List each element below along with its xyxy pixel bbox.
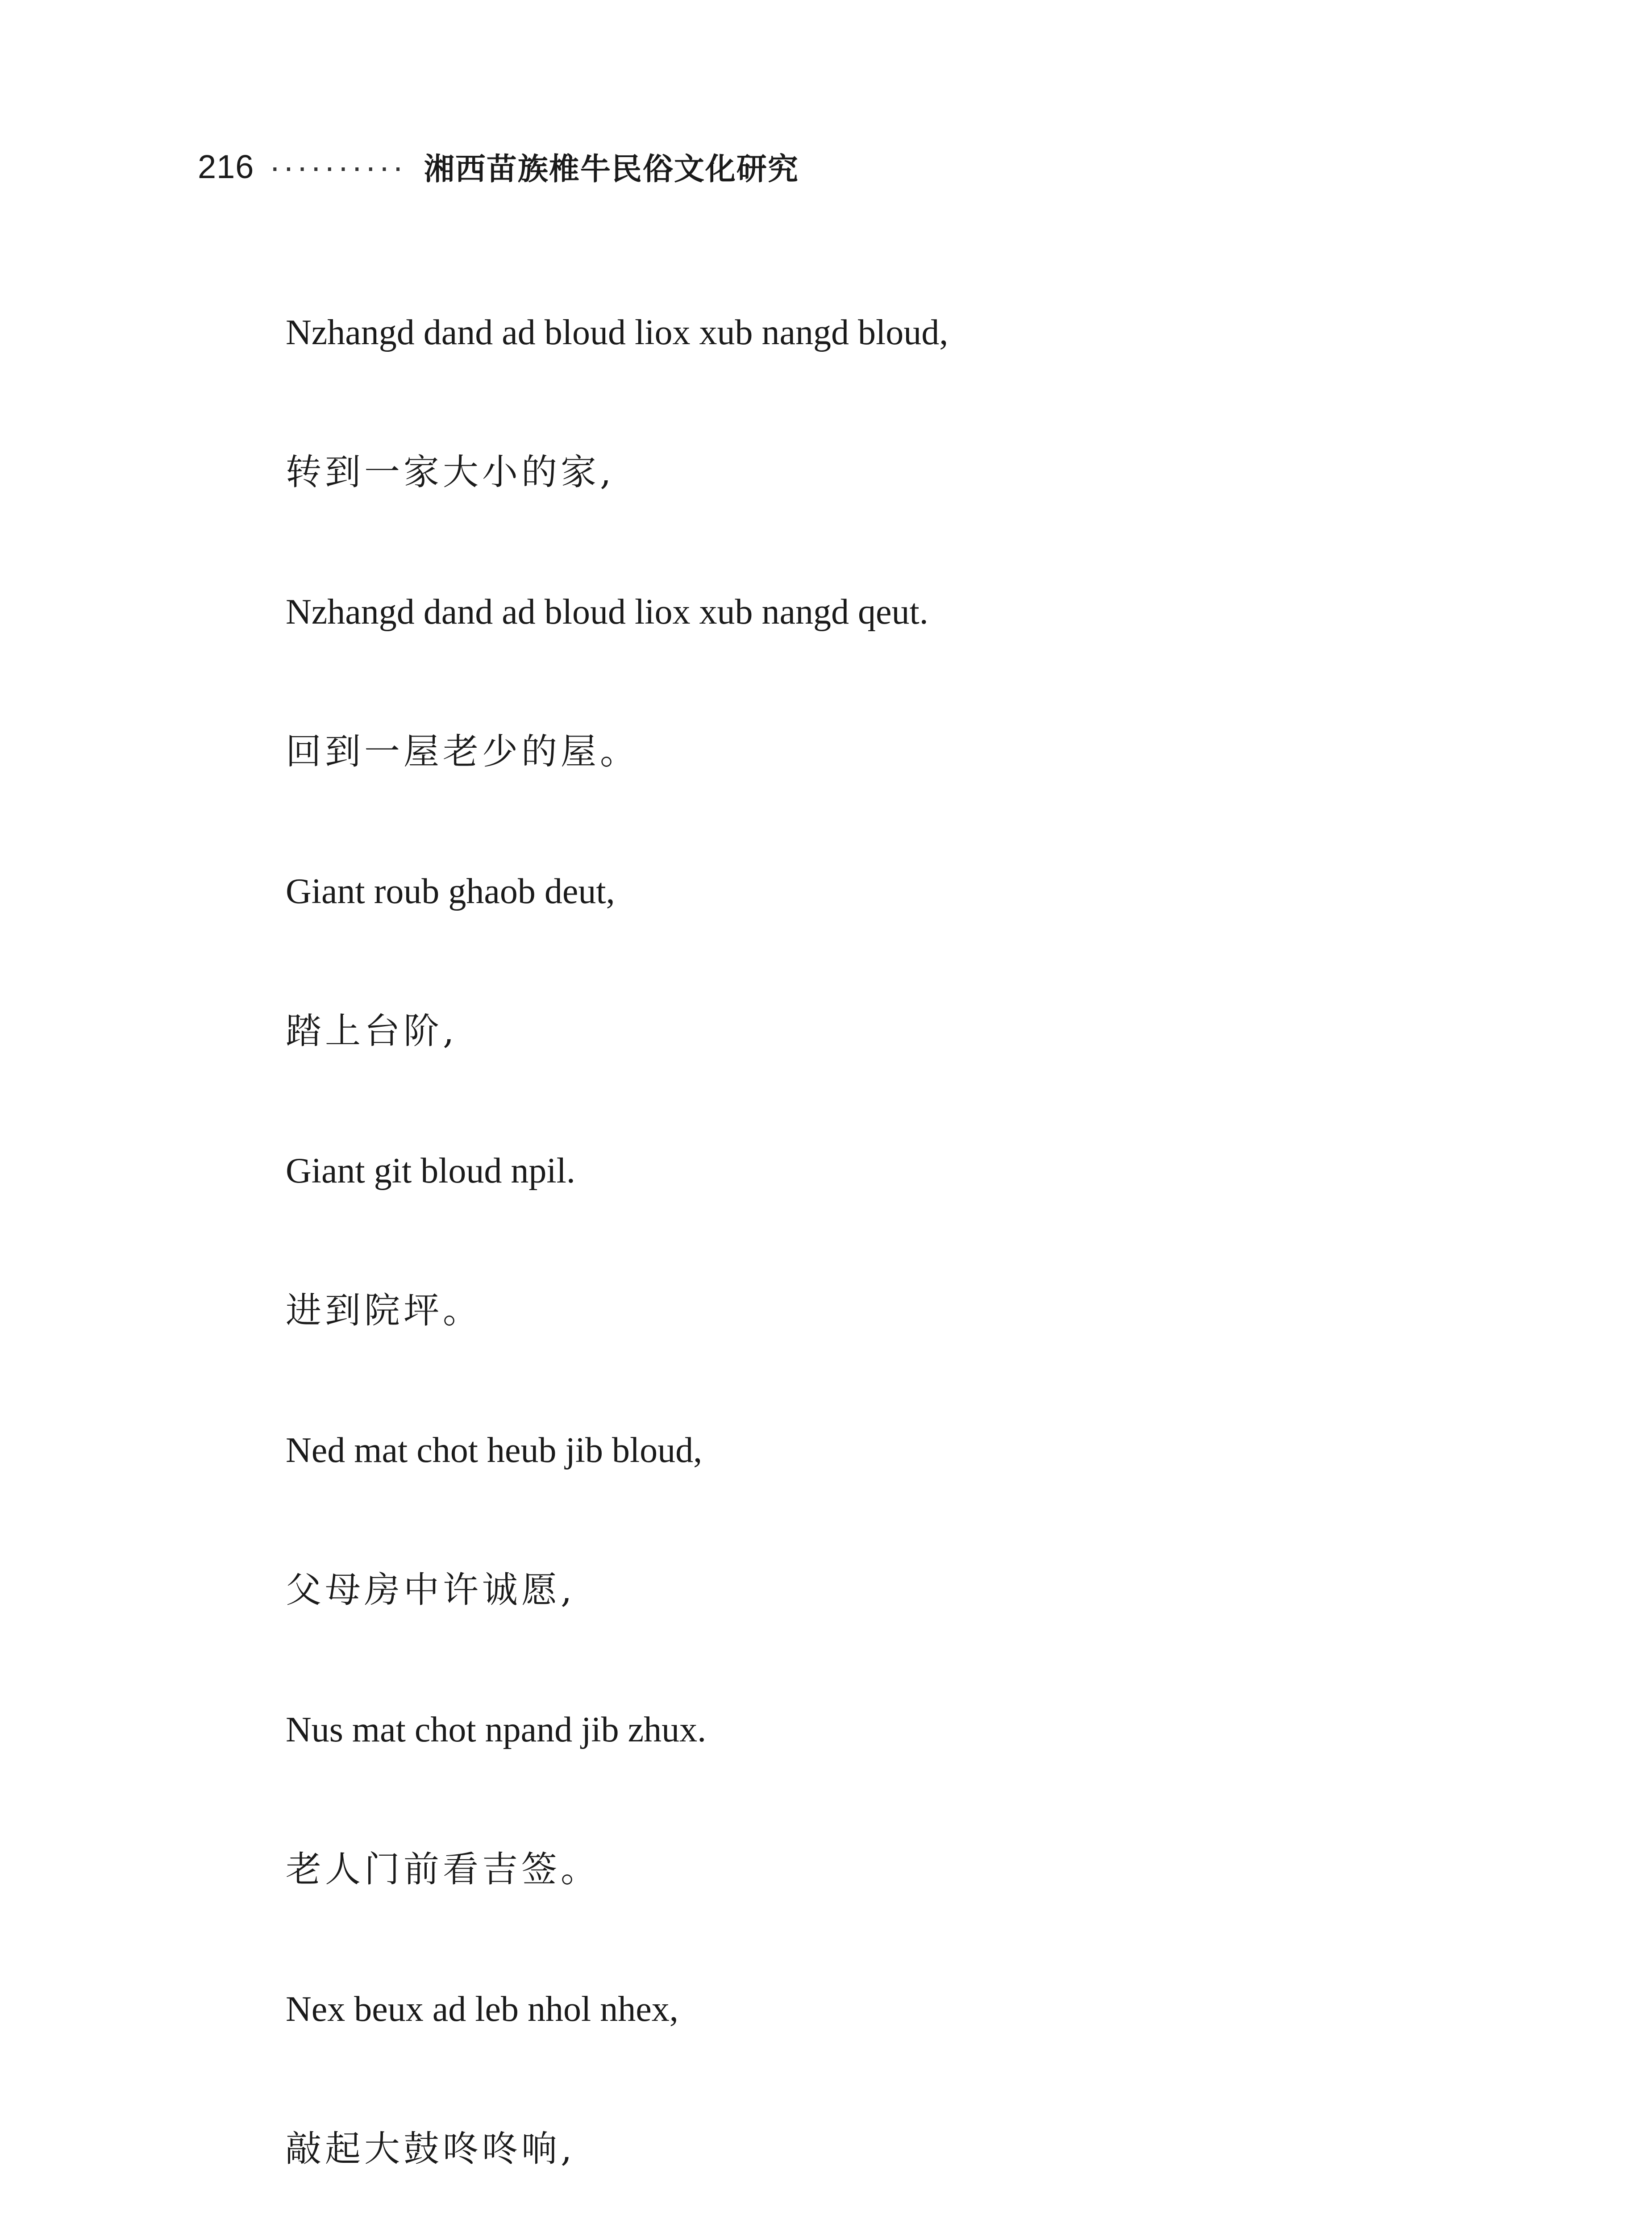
verse-line-chinese: 进到院坪。 (286, 1290, 482, 1331)
verse-line-miao: Ned mat chot heub jib bloud, (286, 1431, 703, 1470)
dot-leader: ·········· (269, 148, 406, 185)
verse-line-chinese: 踏上台阶, (286, 1010, 458, 1052)
verse-line-miao: Nus mat chot npand jib zhux. (286, 1710, 707, 1749)
verse-line-chinese: 敲起大鼓咚咚响, (286, 2128, 576, 2170)
running-title: 湘西苗族椎牛民俗文化研究 (424, 151, 799, 187)
page-number: 216 (198, 148, 254, 185)
verse-line-miao: Giant git bloud npil. (286, 1151, 575, 1191)
verse-line-miao: Nzhangd dand ad bloud liox xub nangd bloud, (286, 313, 949, 352)
verse-line-miao: Nex beux ad leb nhol nhex, (286, 1990, 678, 2029)
verse-line-chinese: 父母房中许诚愿, (286, 1569, 576, 1611)
verse-line-chinese: 老人门前看吉签。 (286, 1849, 600, 1890)
verse-text (286, 308, 1535, 2232)
verse-line-chinese: 回到一屋老少的屋。 (286, 731, 639, 772)
verse-line-miao: Nzhangd dand ad bloud liox xub nangd qeut. (286, 592, 928, 632)
running-header (198, 142, 799, 191)
verse-line-miao: Giant roub ghaob deut, (286, 872, 615, 911)
verse-line-chinese: 转到一家大小的家, (286, 451, 615, 493)
